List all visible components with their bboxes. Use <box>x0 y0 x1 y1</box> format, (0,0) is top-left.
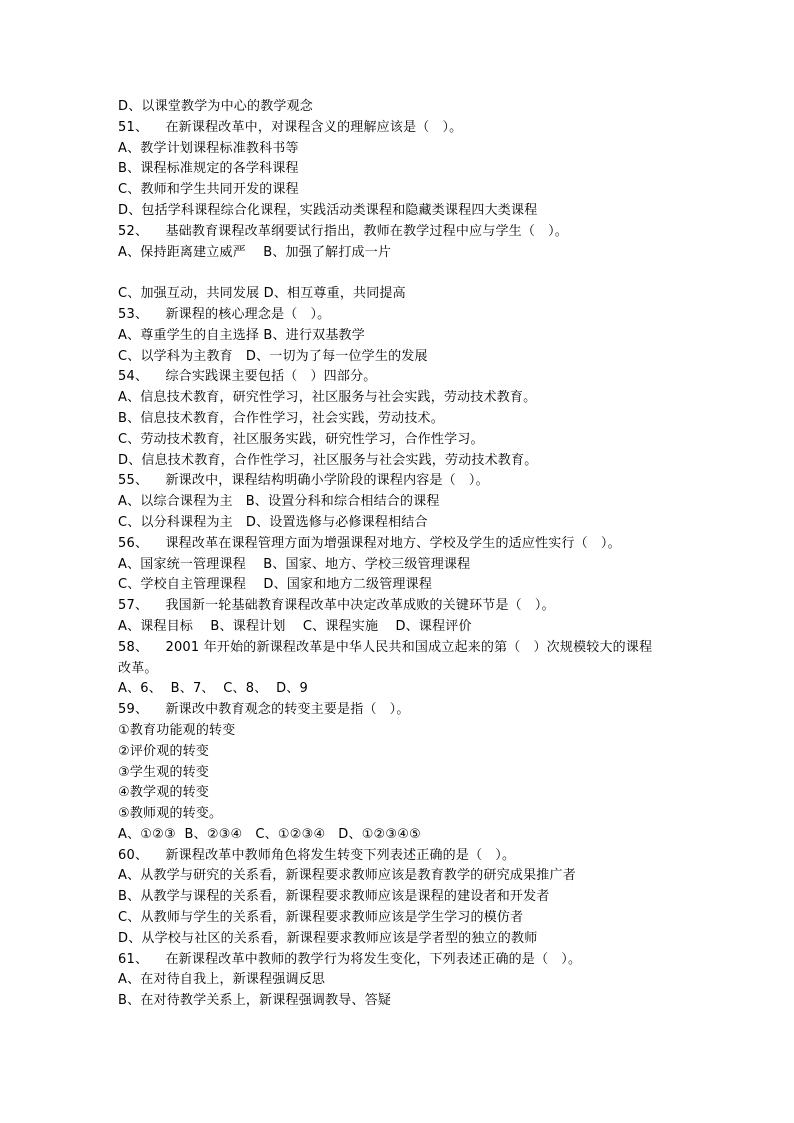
question-text: 改革。 <box>118 660 158 676</box>
answer-option: ⑤教师观的转变。 <box>118 806 223 822</box>
question-text: 51、 在新课程改革中，对课程含义的理解应该是（ ）。 <box>118 119 463 135</box>
question-text: 55、 新课改中，课程结构明确小学阶段的课程内容是（ ）。 <box>118 473 489 489</box>
answer-option: C、劳动技术教育，社区服务实践，研究性学习，合作性学习。 <box>118 431 484 447</box>
question-text: 57、 我国新一轮基础教育课程改革中决定改革成败的关键环节是（ ）。 <box>118 598 555 614</box>
question-text: 60、 新课程改革中教师角色将发生转变下列表述正确的是（ ）。 <box>118 847 516 863</box>
answer-option: C、从教师与学生的关系看，新课程要求教师应该是学生学习的模仿者 <box>118 910 524 926</box>
answer-option: D、包括学科课程综合化课程，实践活动类课程和隐藏类课程四大类课程 <box>118 202 538 218</box>
question-text: 58、 2001 年开始的新课程改革是中华人民共和国成立起来的第（ ）次规模较大的课程 <box>118 639 653 655</box>
answer-option: ①教育功能观的转变 <box>118 722 236 738</box>
answer-option: ④教学观的转变 <box>118 785 210 801</box>
answer-option: D、信息技术教育，合作性学习，社区服务与社会实践，劳动技术教育。 <box>118 452 538 468</box>
answer-option: ②评价观的转变 <box>118 743 210 759</box>
answer-option: B、信息技术教育，合作性学习，社会实践，劳动技术。 <box>118 410 444 426</box>
question-text: 56、 课程改革在课程管理方面为增强课程对地方、学校及学生的适应性实行（ ）。 <box>118 535 621 551</box>
answer-option: A、从教学与研究的关系看，新课程要求教师应该是教育教学的研究成果推广者 <box>118 868 576 884</box>
question-text: 54、 综合实践课主要包括（ ）四部分。 <box>118 369 377 385</box>
question-text: 53、 新课程的核心理念是（ ）。 <box>118 306 331 322</box>
question-text: 52、 基础教育课程改革纲要试行指出，教师在教学过程中应与学生（ ）。 <box>118 223 568 239</box>
answer-option: A、在对待自我上，新课程强调反思 <box>118 972 326 988</box>
answer-option: A、课程目标 B、课程计划 C、课程实施 D、课程评价 <box>118 618 472 634</box>
answer-option: A、国家统一管理课程 B、国家、地方、学校三级管理课程 <box>118 556 471 572</box>
question-text: 61、 在新课程改革中教师的教学行为将发生变化，下列表述正确的是（ ）。 <box>118 951 582 967</box>
document-page <box>118 97 688 1012</box>
answer-option: C、以分科课程为主 D、设置选修与必修课程相结合 <box>118 514 428 530</box>
answer-option: ③学生观的转变 <box>118 764 210 780</box>
answer-option: A、6、 B、7、 C、8、 D、9 <box>118 681 308 697</box>
answer-option: A、信息技术教育，研究性学习，社区服务与社会实践，劳动技术教育。 <box>118 390 537 406</box>
answer-option: B、课程标准规定的各学科课程 <box>118 161 299 177</box>
answer-option: A、尊重学生的自主选择 B、进行双基教学 <box>118 327 365 343</box>
answer-option: C、学校自主管理课程 D、国家和地方二级管理课程 <box>118 577 433 593</box>
answer-option: C、加强互动，共同发展 D、相互尊重，共同提高 <box>118 286 406 302</box>
answer-option: B、从教学与课程的关系看，新课程要求教师应该是课程的建设者和开发者 <box>118 889 550 905</box>
question-text: 59、 新课改中教育观念的转变主要是指（ ）。 <box>118 702 410 718</box>
answer-option: B、在对待教学关系上，新课程强调教导、答疑 <box>118 993 392 1009</box>
answer-option: D、以课堂教学为中心的教学观念 <box>118 99 314 114</box>
answer-option: C、教师和学生共同开发的课程 <box>118 182 299 198</box>
answer-option: A、以综合课程为主 B、设置分科和综合相结合的课程 <box>118 494 440 510</box>
answer-option: C、以学科为主教育 D、一切为了每一位学生的发展 <box>118 348 428 364</box>
answer-option: A、教学计划课程标准教科书等 <box>118 140 299 156</box>
blank-line <box>118 263 688 284</box>
answer-option: D、从学校与社区的关系看，新课程要求教师应该是学者型的独立的教师 <box>118 930 538 946</box>
answer-option: A、①②③ B、②③④ C、①②③④ D、①②③④⑤ <box>118 826 421 842</box>
answer-option: A、保持距离建立威严 B、加强了解打成一片 <box>118 244 392 260</box>
